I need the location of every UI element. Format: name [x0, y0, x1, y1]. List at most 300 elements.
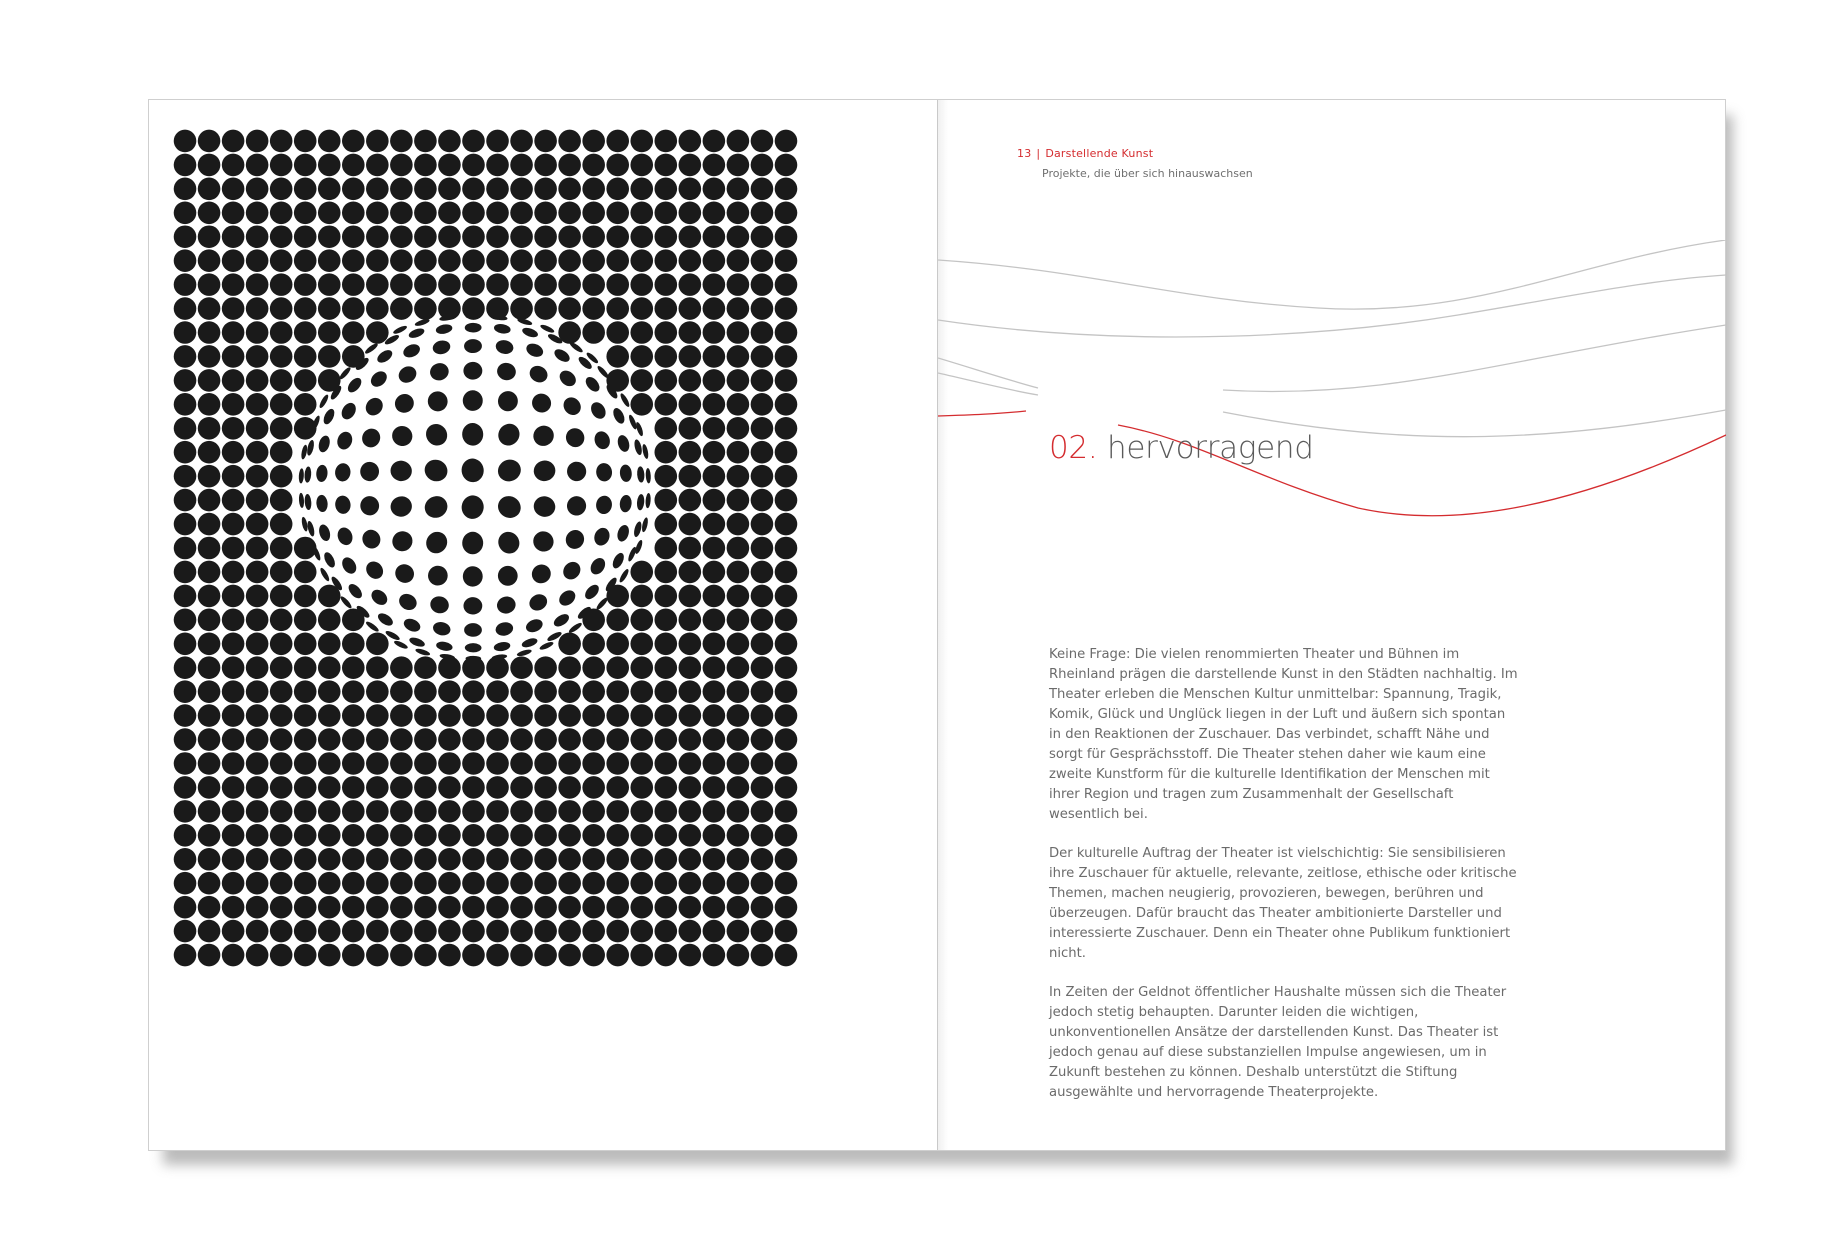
pattern-dot	[366, 680, 389, 703]
pattern-dot	[246, 513, 269, 536]
pattern-dot	[654, 824, 677, 847]
pattern-dot	[318, 154, 341, 177]
pattern-dot	[388, 527, 416, 555]
pattern-dot	[679, 513, 702, 536]
pattern-dot	[582, 632, 605, 655]
pattern-dot	[222, 345, 245, 368]
pattern-dot	[342, 680, 365, 703]
pattern-dot	[510, 130, 533, 153]
pattern-dot	[568, 621, 583, 634]
pattern-dot	[606, 345, 629, 368]
pattern-dot	[588, 400, 608, 422]
pattern-dot	[654, 441, 677, 464]
pattern-dot	[630, 824, 653, 847]
pattern-dot	[301, 516, 309, 532]
pattern-dot	[198, 393, 221, 416]
pattern-dot	[703, 561, 726, 584]
pattern-dot	[318, 202, 341, 225]
pattern-dot	[679, 632, 702, 655]
pattern-dot	[222, 944, 245, 967]
pattern-dot	[703, 656, 726, 679]
pattern-dot	[679, 776, 702, 799]
pattern-dot	[462, 776, 485, 799]
pattern-dot	[654, 704, 677, 727]
pattern-dot	[630, 944, 653, 967]
pattern-dot	[703, 872, 726, 895]
pattern-dot	[534, 178, 557, 201]
pattern-dot	[630, 249, 653, 272]
pattern-dot	[414, 752, 437, 775]
pattern-dot	[438, 728, 461, 751]
pattern-dot	[562, 527, 587, 552]
pattern-dot	[558, 225, 581, 248]
page-header	[1017, 142, 1153, 161]
pattern-dot	[510, 154, 533, 177]
pattern-dot	[582, 680, 605, 703]
pattern-dot	[222, 321, 245, 344]
pattern-dot	[366, 321, 389, 344]
pattern-dot	[486, 728, 509, 751]
pattern-dot	[486, 944, 509, 967]
pattern-dot	[494, 492, 525, 522]
pattern-dot	[679, 345, 702, 368]
pattern-dot	[174, 273, 197, 296]
op-art-dot-illustration	[173, 129, 798, 967]
pattern-dot	[342, 297, 365, 320]
pattern-dot	[582, 273, 605, 296]
pattern-dot	[606, 202, 629, 225]
pattern-dot	[775, 585, 798, 608]
pattern-dot	[606, 800, 629, 823]
pattern-dot	[246, 704, 269, 727]
pattern-dot	[630, 297, 653, 320]
pattern-dot	[528, 561, 554, 587]
pattern-dot	[606, 776, 629, 799]
pattern-dot	[654, 154, 677, 177]
pattern-dot	[414, 800, 437, 823]
pattern-dot	[438, 872, 461, 895]
pattern-dot	[465, 643, 482, 652]
pattern-dot	[751, 130, 774, 153]
pattern-dot	[465, 323, 482, 333]
pattern-dot	[606, 656, 629, 679]
pattern-dot	[630, 752, 653, 775]
pattern-dot	[751, 704, 774, 727]
pattern-dot	[294, 656, 317, 679]
pattern-dot	[270, 537, 293, 560]
pattern-dot	[322, 551, 337, 570]
pattern-dot	[486, 896, 509, 919]
pattern-dot	[727, 225, 750, 248]
pattern-dot	[174, 656, 197, 679]
pattern-dot	[198, 824, 221, 847]
pattern-dot	[560, 558, 584, 583]
pattern-dot	[654, 393, 677, 416]
pattern-dot	[510, 824, 533, 847]
pattern-dot	[294, 632, 317, 655]
pattern-dot	[318, 297, 341, 320]
pattern-dot	[679, 800, 702, 823]
pattern-dot	[558, 752, 581, 775]
pattern-dot	[582, 872, 605, 895]
pattern-dot	[727, 704, 750, 727]
pattern-dot	[222, 561, 245, 584]
pattern-dot	[342, 154, 365, 177]
pattern-dot	[582, 178, 605, 201]
pattern-dot	[775, 393, 798, 416]
pattern-dot	[246, 752, 269, 775]
pattern-dot	[751, 800, 774, 823]
pattern-dot	[391, 560, 417, 586]
pattern-dot	[318, 345, 341, 368]
pattern-dot	[318, 273, 341, 296]
pattern-dot	[486, 752, 509, 775]
pattern-dot	[558, 728, 581, 751]
pattern-dot	[558, 154, 581, 177]
pattern-dot	[633, 439, 643, 456]
pattern-dot	[534, 800, 557, 823]
pattern-dot	[342, 896, 365, 919]
pattern-dot	[462, 704, 485, 727]
pattern-dot	[751, 561, 774, 584]
pattern-dot	[368, 368, 390, 390]
pattern-dot	[318, 130, 341, 153]
pattern-dot	[775, 728, 798, 751]
pattern-dot	[679, 872, 702, 895]
pattern-dot	[222, 369, 245, 392]
pattern-dot	[751, 944, 774, 967]
pattern-dot	[727, 417, 750, 440]
pattern-dot	[606, 896, 629, 919]
pattern-dot	[359, 426, 383, 451]
pattern-dot	[521, 636, 539, 649]
pattern-dot	[174, 345, 197, 368]
pattern-dot	[751, 417, 774, 440]
pattern-dot	[366, 728, 389, 751]
pattern-dot	[198, 225, 221, 248]
pattern-dot	[294, 249, 317, 272]
pattern-dot	[318, 728, 341, 751]
pattern-dot	[679, 680, 702, 703]
pattern-dot	[366, 249, 389, 272]
pattern-dot	[727, 513, 750, 536]
pattern-dot	[751, 297, 774, 320]
pattern-dot	[246, 872, 269, 895]
pattern-dot	[679, 896, 702, 919]
pattern-dot	[422, 420, 452, 450]
pattern-dot	[435, 640, 453, 652]
pattern-dot	[751, 896, 774, 919]
pattern-dot	[630, 896, 653, 919]
pattern-dot	[174, 489, 197, 512]
pattern-dot	[558, 776, 581, 799]
pattern-dot	[727, 824, 750, 847]
pattern-dot	[556, 587, 578, 609]
pattern-dot	[246, 920, 269, 943]
pattern-dot	[366, 202, 389, 225]
pattern-dot	[510, 704, 533, 727]
pattern-dot	[222, 824, 245, 847]
pattern-dot	[270, 369, 293, 392]
pattern-dot	[703, 345, 726, 368]
pattern-dot	[534, 728, 557, 751]
pattern-dot	[775, 345, 798, 368]
pattern-dot	[558, 297, 581, 320]
pattern-dot	[270, 944, 293, 967]
pattern-dot	[462, 423, 484, 447]
pattern-dot	[751, 872, 774, 895]
pattern-dot	[414, 920, 437, 943]
pattern-dot	[174, 944, 197, 967]
pattern-dot	[366, 178, 389, 201]
pattern-dot	[294, 273, 317, 296]
pattern-dot	[727, 561, 750, 584]
pattern-dot	[438, 776, 461, 799]
pattern-dot	[654, 848, 677, 871]
pattern-dot	[516, 648, 532, 657]
pattern-dot	[534, 704, 557, 727]
pattern-dot	[534, 848, 557, 871]
pattern-dot	[630, 393, 653, 416]
pattern-dot	[558, 680, 581, 703]
pattern-dot	[654, 776, 677, 799]
pattern-dot	[438, 225, 461, 248]
pattern-dot	[558, 848, 581, 871]
pattern-dot	[534, 249, 557, 272]
pattern-dot	[775, 130, 798, 153]
pattern-dot	[342, 920, 365, 943]
pattern-dot	[342, 848, 365, 871]
pattern-dot	[510, 872, 533, 895]
pattern-dot	[438, 130, 461, 153]
pattern-dot	[414, 154, 437, 177]
pattern-dot	[270, 656, 293, 679]
pattern-dot	[703, 752, 726, 775]
pattern-dot	[438, 704, 461, 727]
pattern-dot	[534, 130, 557, 153]
pattern-dot	[703, 393, 726, 416]
pattern-dot	[539, 640, 555, 651]
pattern-dot	[246, 489, 269, 512]
pattern-dot	[335, 430, 355, 452]
pattern-dot	[415, 647, 431, 656]
brochure-spread	[148, 99, 1726, 1151]
pattern-dot	[174, 130, 197, 153]
pattern-dot	[198, 345, 221, 368]
pattern-dot	[775, 417, 798, 440]
pattern-dot	[727, 800, 750, 823]
pattern-dot	[703, 465, 726, 488]
pattern-dot	[318, 178, 341, 201]
pattern-dot	[294, 225, 317, 248]
pattern-dot	[388, 494, 414, 519]
pattern-dot	[630, 130, 653, 153]
pattern-dot	[582, 297, 605, 320]
pattern-dot	[390, 704, 413, 727]
pattern-dot	[222, 465, 245, 488]
pattern-dot	[606, 273, 629, 296]
pattern-dot	[425, 388, 451, 414]
pattern-dot	[606, 872, 629, 895]
pattern-dot	[606, 178, 629, 201]
pattern-dot	[270, 178, 293, 201]
pattern-dot	[558, 896, 581, 919]
pattern-dot	[270, 273, 293, 296]
pattern-dot	[414, 944, 437, 967]
pattern-dot	[565, 495, 587, 518]
pattern-dot	[392, 324, 408, 335]
pattern-dot	[174, 561, 197, 584]
pattern-dot	[174, 728, 197, 751]
pattern-dot	[775, 561, 798, 584]
header-divider: |	[1036, 147, 1041, 160]
pattern-dot	[222, 656, 245, 679]
pattern-dot	[174, 537, 197, 560]
pattern-dot	[222, 154, 245, 177]
pattern-dot	[775, 249, 798, 272]
pattern-dot	[462, 130, 485, 153]
pattern-dot	[486, 225, 509, 248]
pattern-dot	[727, 537, 750, 560]
pattern-dot	[654, 680, 677, 703]
pattern-dot	[510, 944, 533, 967]
wave-line-5	[1223, 325, 1726, 392]
pattern-dot	[222, 225, 245, 248]
pattern-dot	[775, 225, 798, 248]
pattern-dot	[294, 680, 317, 703]
pattern-dot	[558, 273, 581, 296]
pattern-dot	[304, 494, 312, 511]
pattern-dot	[174, 704, 197, 727]
pattern-dot	[582, 609, 605, 632]
pattern-dot	[679, 561, 702, 584]
pattern-dot	[222, 297, 245, 320]
pattern-dot	[222, 632, 245, 655]
pattern-dot	[222, 417, 245, 440]
pattern-dot	[595, 495, 613, 515]
pattern-dot	[751, 537, 774, 560]
pattern-dot	[174, 585, 197, 608]
pattern-dot	[198, 872, 221, 895]
pattern-dot	[174, 297, 197, 320]
pattern-dot	[414, 130, 437, 153]
pattern-dot	[390, 752, 413, 775]
pattern-dot	[606, 609, 629, 632]
pattern-dot	[534, 776, 557, 799]
pattern-dot	[727, 345, 750, 368]
pattern-dot	[534, 872, 557, 895]
pattern-dot	[366, 225, 389, 248]
pattern-dot	[654, 249, 677, 272]
pattern-dot	[222, 872, 245, 895]
pattern-dot	[775, 920, 798, 943]
pattern-dot	[606, 632, 629, 655]
pattern-dot	[422, 528, 451, 558]
pattern-dot	[294, 944, 317, 967]
pattern-dot	[270, 680, 293, 703]
pattern-dot	[529, 422, 558, 450]
pattern-dot	[366, 848, 389, 871]
pattern-dot	[270, 154, 293, 177]
pattern-dot	[438, 273, 461, 296]
pattern-dot	[198, 202, 221, 225]
pattern-dot	[294, 202, 317, 225]
pattern-dot	[583, 374, 602, 394]
pattern-dot	[366, 800, 389, 823]
pattern-dot	[703, 704, 726, 727]
pattern-dot	[174, 800, 197, 823]
pattern-dot	[560, 394, 584, 419]
pattern-dot	[654, 752, 677, 775]
pattern-dot	[222, 776, 245, 799]
pattern-dot	[630, 848, 653, 871]
pattern-dot	[414, 225, 437, 248]
pattern-dot	[246, 417, 269, 440]
pattern-dot	[775, 513, 798, 536]
pattern-dot	[198, 417, 221, 440]
pattern-dot	[317, 523, 332, 542]
pattern-dot	[294, 920, 317, 943]
pattern-dot	[174, 824, 197, 847]
pattern-dot	[438, 249, 461, 272]
pattern-dot	[390, 944, 413, 967]
pattern-dot	[414, 249, 437, 272]
pattern-dot	[464, 339, 482, 353]
pattern-dot	[486, 776, 509, 799]
pattern-dot	[588, 555, 608, 577]
pattern-dot	[198, 273, 221, 296]
pattern-dot	[751, 273, 774, 296]
pattern-dot	[592, 526, 612, 548]
pattern-dot	[727, 848, 750, 871]
pattern-dot	[582, 848, 605, 871]
pattern-dot	[365, 620, 380, 633]
pattern-dot	[390, 728, 413, 751]
pattern-dot	[462, 249, 485, 272]
pattern-dot	[462, 680, 485, 703]
pattern-dot	[198, 680, 221, 703]
pattern-dot	[510, 752, 533, 775]
pattern-dot	[294, 824, 317, 847]
pattern-dot	[270, 513, 293, 536]
pattern-dot	[630, 920, 653, 943]
pattern-dot	[582, 824, 605, 847]
pattern-dot	[390, 800, 413, 823]
pattern-dot	[727, 609, 750, 632]
pattern-dot	[462, 225, 485, 248]
pattern-dot	[342, 800, 365, 823]
pattern-dot	[486, 130, 509, 153]
pattern-dot	[524, 617, 545, 635]
pattern-dot	[390, 154, 413, 177]
pattern-dot	[294, 872, 317, 895]
pattern-dot	[270, 130, 293, 153]
pattern-dot	[246, 345, 269, 368]
pattern-dot	[654, 872, 677, 895]
pattern-dot	[654, 920, 677, 943]
pattern-dot	[366, 896, 389, 919]
pattern-dot	[339, 595, 353, 610]
pattern-dot	[438, 848, 461, 871]
pattern-dot	[495, 594, 517, 615]
pattern-dot	[462, 896, 485, 919]
pattern-dot	[582, 249, 605, 272]
pattern-dot	[582, 321, 605, 344]
pattern-dot	[401, 342, 422, 360]
pattern-dot	[174, 249, 197, 272]
pattern-dot	[703, 225, 726, 248]
pattern-dot	[390, 225, 413, 248]
